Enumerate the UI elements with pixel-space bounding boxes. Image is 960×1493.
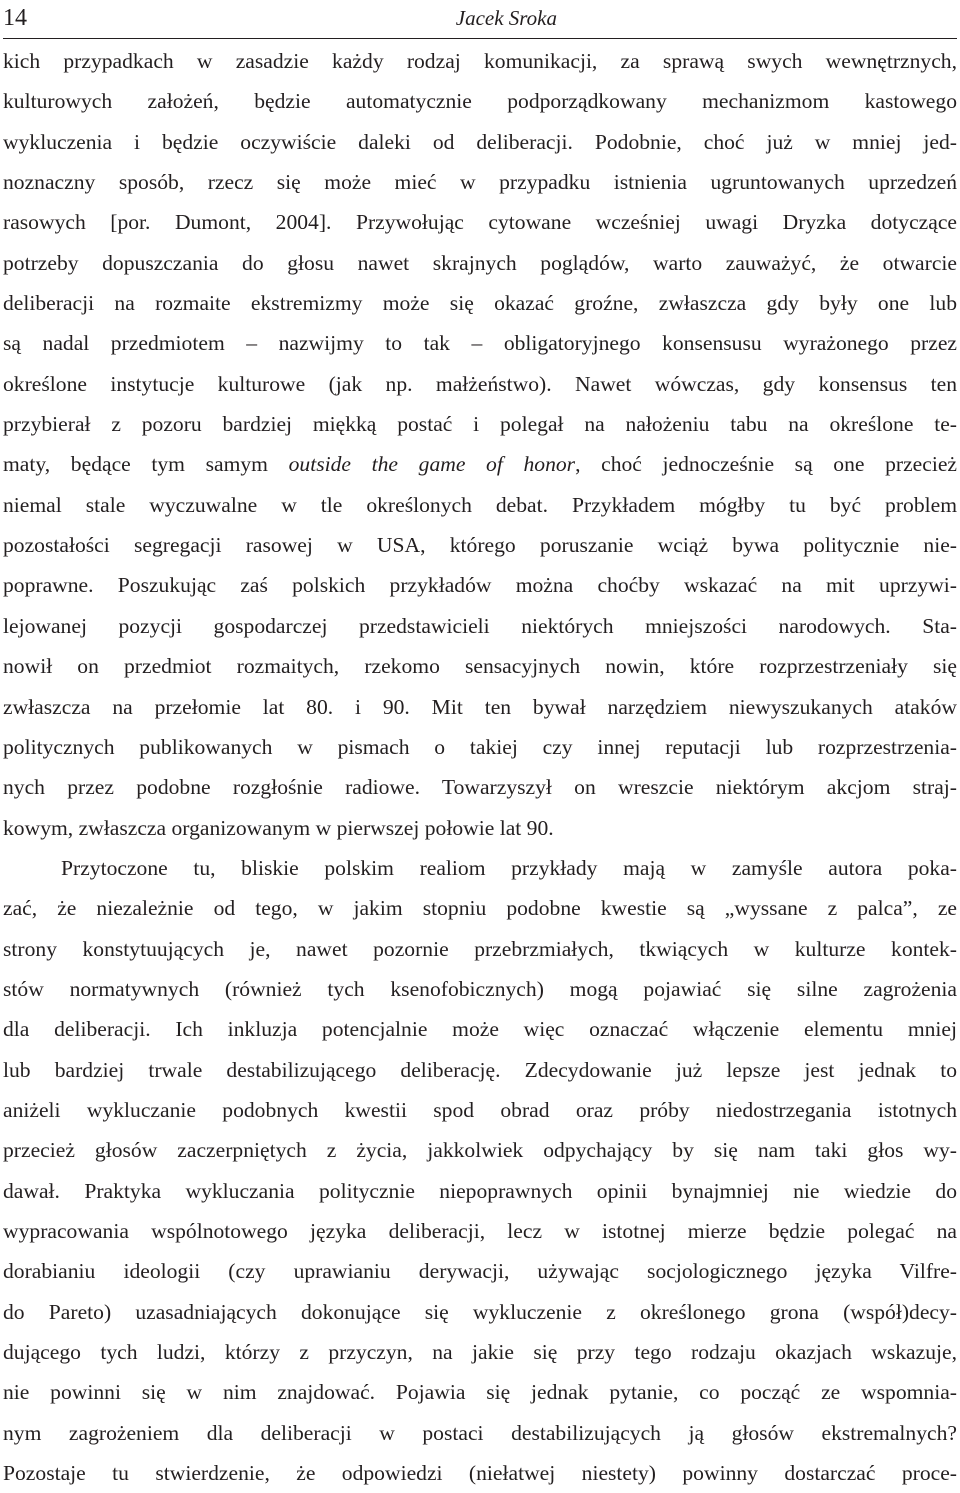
text-line: aniżeli wykluczanie podobnych kwestii spod obrad oraz próby niedostrzegania istotnych bbox=[3, 1097, 957, 1122]
paragraph-first-line: Przytoczone tu, bliskie polskim realiom przykłady mają w zamyśle autora poka- bbox=[61, 855, 957, 880]
text-line: nych przez podobne rozgłośnie radiowe. Towarzyszył on wreszcie niektórym akcjom straj- bbox=[3, 775, 957, 800]
text-line: wykluczenia i będzie oczywiście daleki od deliberacji. Podobnie, choć już w mniej jed- bbox=[3, 129, 957, 154]
page-number: 14 bbox=[3, 5, 27, 31]
text-run: maty, będące tym samym bbox=[3, 452, 289, 477]
text-line: niemal stale wyczuwalne w tle określonych debat. Przykładem mógłby tu być problem bbox=[3, 492, 957, 517]
text-line: stów normatywnych (również tych ksenofobicznych) mogą pojawiać się silne zagrożenia bbox=[3, 976, 957, 1001]
text-line: zać, że niezależnie od tego, w jakim stopniu podobne kwestie są „wyssane z palca”, ze bbox=[3, 896, 957, 921]
text-line: dawał. Praktyka wykluczania politycznie niepoprawnych opinii bynajmniej nie wiedzie do bbox=[3, 1178, 957, 1203]
running-head-author: Jacek Sroka bbox=[455, 6, 557, 30]
text-line: są nadal przedmiotem – nazwijmy to tak – obligatoryjnego konsensusu wyrażonego przez bbox=[3, 331, 957, 356]
text-line: zwłaszcza na przełomie lat 80. i 90. Mit ten bywał narzędziem niewyszukanych ataków bbox=[3, 694, 957, 719]
text-line: dującego tych ludzi, którzy z przyczyn, na jakie się przy tego rodzaju okazjach wskazuje, bbox=[3, 1340, 957, 1364]
text-line: strony konstytuujących je, nawet pozornie przebrzmiałych, tkwiących w kulturze kontek- bbox=[3, 936, 957, 961]
text-line: nym zagrożeniem dla deliberacji w postaci destabilizujących ją głosów ekstremalnych? bbox=[3, 1420, 957, 1445]
text-line: określone instytucje kulturowe (jak np. małżeństwo). Nawet wówczas, gdy konsensus ten bbox=[3, 371, 957, 396]
text-line: nie powinni się w nim znajdować. Pojawia się jednak pytanie, co począć ze wspomnia- bbox=[3, 1380, 957, 1405]
text-line-with-italic bbox=[3, 444, 957, 484]
text-line: dorabianiu ideologii (czy uprawianiu derywacji, używając socjologicznego języka Vilfre- bbox=[3, 1259, 957, 1284]
running-header bbox=[3, 0, 957, 39]
text-line: przybierał z pozoru bardziej miękką postać i polegał na nałożeniu tabu na określone te- bbox=[3, 412, 957, 437]
text-line: politycznych publikowanych w pismach o takiej czy innej reputacji lub rozprzestrzenia- bbox=[3, 734, 957, 759]
text-line: deliberacji na rozmaite ekstremizmy może się okazać groźne, zwłaszcza gdy były one lub bbox=[3, 291, 957, 316]
text-line: dla deliberacji. Ich inkluzja potencjalnie może więc oznaczać włączenie elementu mniej bbox=[3, 1017, 957, 1042]
text-line: pozostałości segregacji rasowej w USA, którego poruszanie wciąż bywa politycznie nie- bbox=[3, 533, 957, 558]
text-line: poprawne. Poszukując zaś polskich przykładów można choćby wskazać na mit uprzywi- bbox=[3, 573, 957, 598]
paragraph-last-line: kowym, zwłaszcza organizowanym w pierwszej połowie lat 90. bbox=[3, 815, 554, 840]
text-line: noznaczny sposób, rzecz się może mieć w przypadku istnienia ugruntowanych uprzedzeń bbox=[3, 170, 957, 195]
text-line: kulturowych założeń, będzie automatycznie podporządkowany mechanizmom kastowego bbox=[3, 89, 957, 114]
text-line: Pozostaje tu stwierdzenie, że odpowiedzi (niełatwej niestety) powinny dostarczać proce- bbox=[3, 1461, 957, 1486]
text-line: przecież głosów zaczerpniętych z życia, jakkolwiek odpychający by się nam taki głos wy- bbox=[3, 1138, 957, 1163]
text-line: nowił on przedmiot rozmaitych, rzekomo sensacyjnych nowin, które rozprzestrzeniały się bbox=[3, 654, 957, 679]
text-line: potrzeby dopuszczania do głosu nawet skrajnych poglądów, warto zauważyć, że otwarcie bbox=[3, 250, 957, 275]
text-line: kich przypadkach w zasadzie każdy rodzaj komunikacji, za sprawą swych wewnętrznych, bbox=[3, 49, 957, 73]
body-text bbox=[3, 41, 957, 1493]
italic-phrase: outside the game of honor bbox=[288, 452, 576, 477]
text-line: rasowych [por. Dumont, 2004]. Przywołując cytowane wcześniej uwagi Dryzka dotyczące bbox=[3, 210, 957, 235]
text-line: do Pareto) uzasadniających dokonujące się wykluczenie z określonego grona (współ)decy- bbox=[3, 1299, 957, 1324]
text-line: lub bardziej trwale destabilizującego deliberację. Zdecydowanie już lepsze jest jednak to bbox=[3, 1057, 957, 1082]
text-run: , choć jednocześnie są one przecież bbox=[575, 452, 958, 477]
text-line: lejowanej pozycji gospodarczej przedstawicieli niektórych mniejszości narodowych. Sta- bbox=[3, 613, 957, 638]
text-line: wypracowania wspólnotowego języka deliberacji, lecz w istotnej mierze będzie polegać na bbox=[3, 1218, 957, 1243]
